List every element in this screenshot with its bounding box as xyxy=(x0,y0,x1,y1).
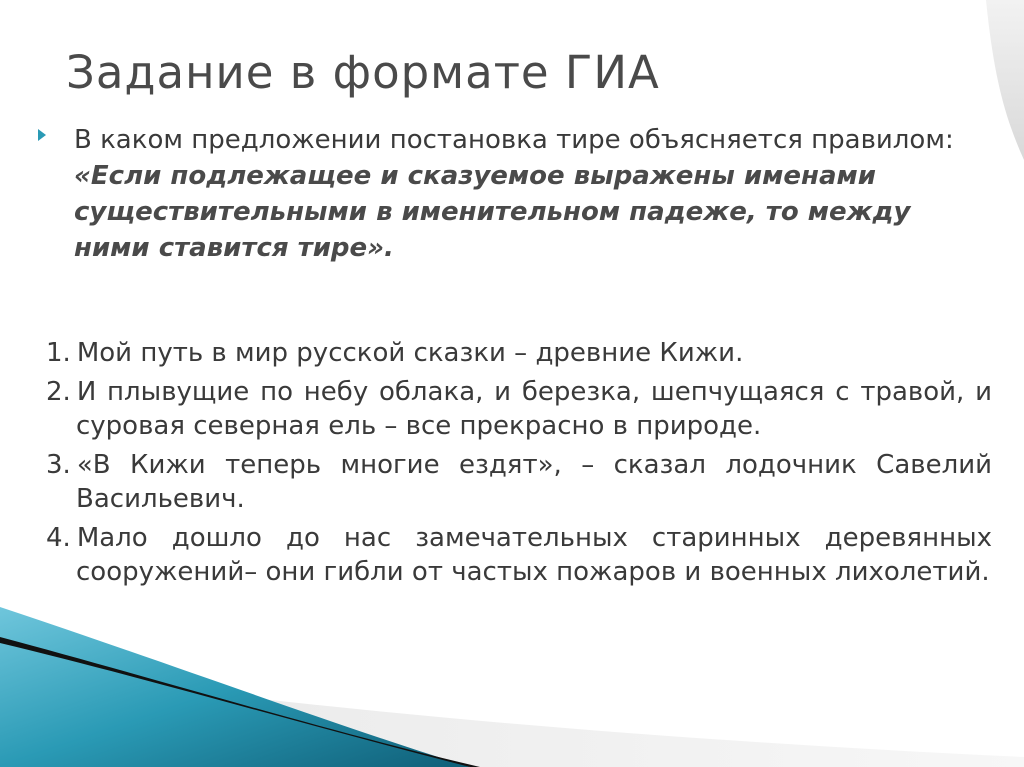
option-text: Мой путь в мир русской сказки – древние Кижи. xyxy=(76,338,744,368)
option-text: «В Кижи теперь многие ездят», – сказал лодочник Савелий Васильевич. xyxy=(76,450,992,514)
question-lead: В каком предложении постановка тире объясняется правилом: xyxy=(74,125,954,155)
option-number: 2. xyxy=(46,377,71,407)
option-text: И плывущие по небу облака, и березка, шепчущаяся с травой, и суровая северная ель – все прекрасно в природе. xyxy=(76,377,992,441)
rule-quote: «Если подлежащее и сказуемое выражены именами существительными в именительном падеже, то между ними ставится тире». xyxy=(74,161,911,263)
option-text: Мало дошло до нас замечательных старинных деревянных сооружений– они гибли от частых пожаров и военных лихолетий. xyxy=(76,523,992,587)
option-number: 3. xyxy=(46,450,71,480)
bottom-decoration xyxy=(0,607,1024,767)
option-1 xyxy=(46,336,992,370)
answer-options xyxy=(46,336,992,594)
question-text xyxy=(74,122,978,266)
slide-title: Задание в формате ГИА xyxy=(66,46,660,99)
question-block xyxy=(38,122,978,266)
option-4 xyxy=(46,521,992,589)
option-3 xyxy=(46,448,992,516)
triangle-bullet-icon xyxy=(38,129,46,141)
option-2 xyxy=(46,375,992,443)
option-number: 4. xyxy=(46,523,71,553)
option-number: 1. xyxy=(46,338,71,368)
